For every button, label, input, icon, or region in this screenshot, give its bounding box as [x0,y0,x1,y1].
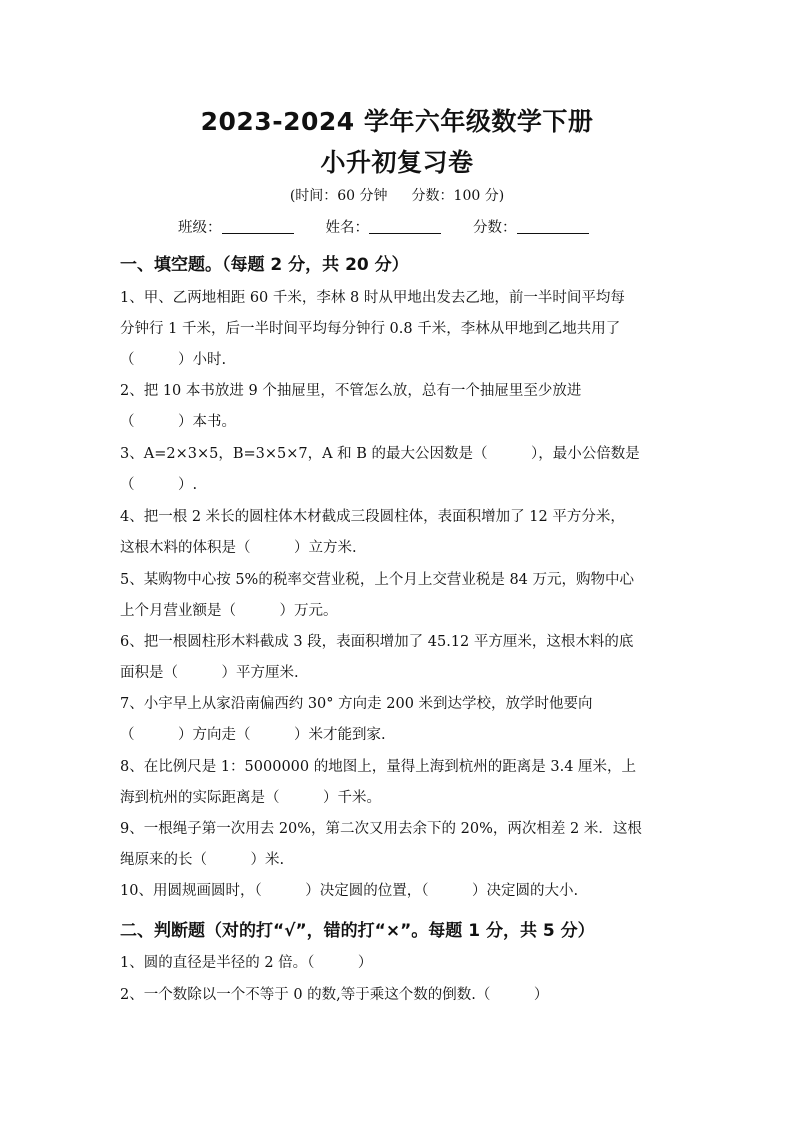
score-label: 分数： [473,220,517,236]
question-line: 5、某购物中心按 5%的税率交营业税，上个月上交营业税是 84 万元，购物中心 [120,572,635,588]
question-1 [120,283,680,376]
question-6 [120,627,680,689]
exam-subtitle: 小升初复习卷 [320,148,474,177]
name-blank [369,219,441,234]
question-line: 8、在比例尺是 1：5000000 的地图上，量得上海到杭州的距离是 3.4 厘米，上 [120,759,637,775]
question-line: 这根木料的体积是（ ）立方米. [120,540,357,556]
question-line: 6、把一根圆柱形木料截成 3 段，表面积增加了 45.12 平方厘米，这根木料的底 [120,634,634,650]
student-info [178,216,621,237]
section-heading-true-false: 二、判断题（对的打“√”，错的打“×”。每题 1 分，共 5 分） [120,921,595,941]
total-score: 分数：100 分) [411,188,505,204]
question-7 [120,689,680,751]
question-line: 7、小宇早上从家沿南偏西约 30° 方向走 200 米到达学校，放学时他要向 [120,696,593,712]
question-line: （ ）方向走（ ）米才能到家. [120,727,386,743]
question-4 [120,502,680,564]
name-label: 姓名： [325,220,369,236]
section-heading-fill-in: 一、填空题。（每题 2 分，共 20 分） [120,255,409,275]
question-line: 海到杭州的实际距离是（ ）千米。 [120,790,381,806]
question-line: （ ）小时. [120,352,227,368]
question-line: 2、一个数除以一个不等于 0 的数,等于乘这个数的倒数.（ ） [120,987,549,1003]
judgement-2 [120,980,680,1011]
question-9 [120,814,680,876]
question-8 [120,752,680,814]
question-line: 2、把 10 本书放进 9 个抽屉里，不管怎么放，总有一个抽屉里至少放进 [120,383,582,399]
question-line: 上个月营业额是（ ）万元。 [120,603,338,619]
question-line: 绳原来的长（ ）米. [120,852,285,868]
question-line: 3、A=2×3×5，B=3×5×7，A 和 B 的最大公因数是（ ），最小公倍数是 [120,446,640,462]
question-line: 1、甲、乙两地相距 60 千米，李林 8 时从甲地出发去乙地，前一半时间平均每 [120,290,625,306]
question-3 [120,439,680,501]
question-10 [120,876,680,907]
question-line: 分钟行 1 千米，后一半时间平均每分钟行 0.8 千米，李林从甲地到乙地共用了 [120,321,621,337]
question-line: 10、用圆规画圆时，（ ）决定圆的位置，（ ）决定圆的大小. [120,883,579,899]
class-blank [222,219,294,234]
question-2 [120,376,680,438]
time-limit: (时间：60 分钟 [289,188,388,204]
exam-title: 2023-2024 学年六年级数学下册 [200,107,594,136]
score-blank [517,219,589,234]
class-label: 班级： [178,220,222,236]
question-line: 面积是（ ）平方厘米. [120,665,299,681]
question-line: 9、一根绳子第一次用去 20%，第二次又用去余下的 20%，两次相差 2 米．这根 [120,821,642,837]
question-line: 4、把一根 2 米长的圆柱体木材截成三段圆柱体，表面积增加了 12 平方分米， [120,509,625,525]
exam-meta [0,185,794,205]
question-line: （ ）. [120,477,198,493]
judgement-1 [120,948,680,979]
question-5 [120,565,680,627]
question-line: （ ）本书。 [120,414,236,430]
question-line: 1、圆的直径是半径的 2 倍。（ ） [120,955,373,971]
